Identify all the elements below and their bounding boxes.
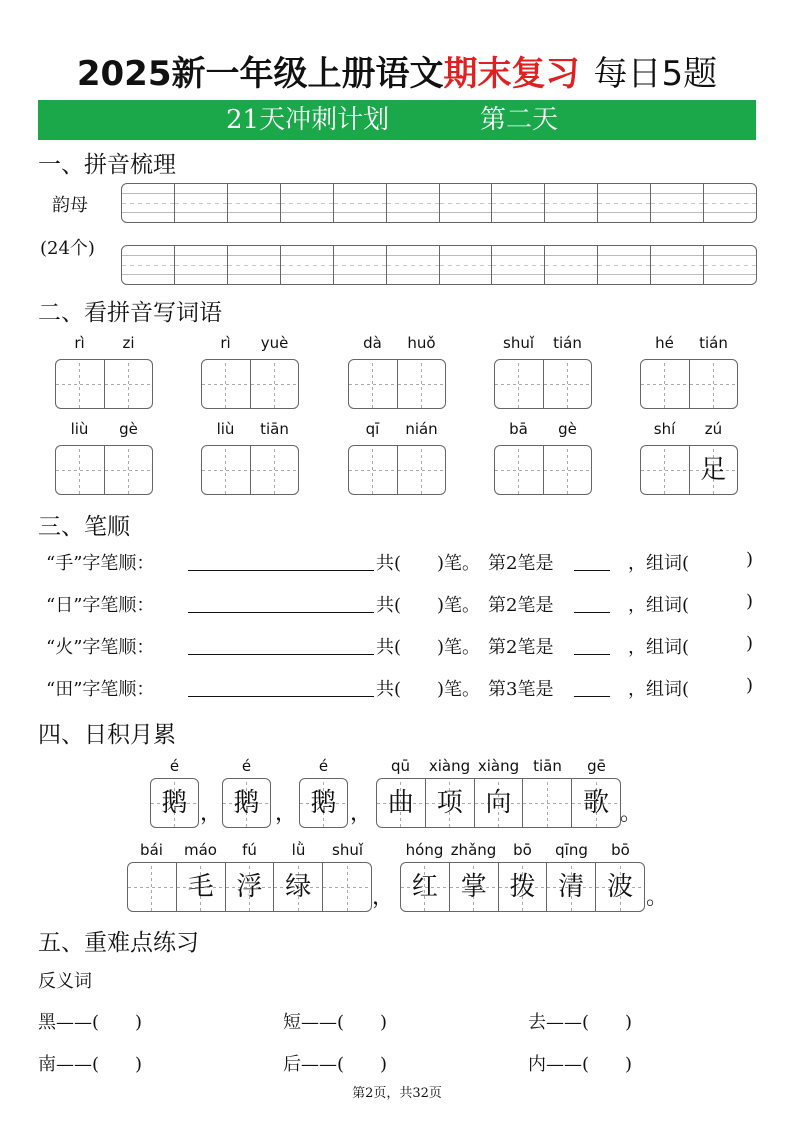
- pinyin-syllable: lǜ: [291, 841, 306, 859]
- pinyin-syllable: qīng: [555, 841, 588, 859]
- antonym-blank[interactable]: ——( ): [301, 1012, 388, 1033]
- poem-character: 毛: [187, 872, 214, 902]
- word-box: [348, 419, 446, 495]
- cell-character: [495, 446, 543, 494]
- pinyin-syllable: bái: [140, 841, 163, 859]
- vowel-label: 韵母: [52, 195, 88, 216]
- antonym-word: 黑: [38, 1012, 56, 1033]
- title-part-a: 2025新一年级上册语文: [76, 54, 444, 94]
- pinyin-syllable: xiàng: [428, 757, 471, 775]
- antonym-item[interactable]: [528, 1050, 632, 1076]
- stroke-char-label: “田”字笔顺：: [46, 679, 155, 700]
- tianzige-cell[interactable]: [495, 360, 544, 408]
- tianzige-cell[interactable]: [398, 446, 446, 494]
- pinyin-cell[interactable]: [175, 246, 228, 284]
- pinyin-cell[interactable]: [704, 184, 756, 222]
- poem-cell[interactable]: [450, 863, 499, 911]
- poem-character: 绿: [285, 872, 312, 902]
- tianzige-cell[interactable]: [56, 446, 105, 494]
- poem-character: 鹅: [310, 788, 337, 818]
- cell-character: [641, 360, 689, 408]
- poem-group: [299, 756, 348, 828]
- group-word-close: ): [746, 675, 754, 696]
- cell-character: [202, 360, 250, 408]
- word-box: [640, 333, 738, 409]
- poem-character: 曲: [387, 788, 414, 818]
- pinyin-syllable: dà: [363, 334, 382, 352]
- poem-period: 。: [620, 801, 643, 826]
- word-pinyin: [348, 419, 446, 439]
- poem-cell[interactable]: [426, 779, 475, 827]
- stroke-nth-label: 第3笔是: [488, 679, 554, 700]
- cell-character: [251, 360, 299, 408]
- stroke-total: 共( )笔。: [376, 595, 481, 616]
- poem-character: 鹅: [233, 788, 260, 818]
- stroke-char-label: “日”字笔顺：: [46, 595, 155, 616]
- pinyin-cell[interactable]: [598, 184, 651, 222]
- stroke-order-blank[interactable]: [188, 570, 374, 571]
- pinyin-syllable: bō: [611, 841, 630, 859]
- pinyin-syllable: bō: [513, 841, 532, 859]
- poem-character: [323, 863, 371, 911]
- poem-cell[interactable]: [596, 863, 644, 911]
- poem-cell[interactable]: [377, 779, 426, 827]
- poem-character: 鹅: [161, 788, 188, 818]
- tianzige-grid: [55, 359, 153, 409]
- cell-character: [202, 446, 250, 494]
- section-2-heading: 二、看拼音写词语: [38, 300, 222, 326]
- pinyin-syllable: qū: [390, 757, 411, 775]
- tianzige-cell[interactable]: [202, 446, 251, 494]
- pinyin-cell[interactable]: [334, 184, 387, 222]
- tianzige-grid: [640, 445, 738, 495]
- word-box: [348, 333, 446, 409]
- poem-character: 红: [411, 872, 438, 902]
- word-box: [55, 333, 153, 409]
- tianzige-cell[interactable]: [641, 360, 690, 408]
- tianzige-grid: [348, 359, 446, 409]
- pinyin-syllable: bā: [509, 420, 528, 438]
- pinyin-syllable: yuè: [260, 334, 289, 352]
- poem-character: 拨: [509, 872, 536, 902]
- poem-group: [150, 756, 199, 828]
- pinyin-cell[interactable]: [492, 184, 545, 222]
- antonym-blank[interactable]: ——( ): [56, 1054, 143, 1075]
- cell-character: [398, 446, 446, 494]
- tianzige-cell[interactable]: [251, 360, 299, 408]
- pinyin-syllable: huǒ: [407, 334, 436, 352]
- poem-cell[interactable]: [300, 779, 347, 827]
- stroke-order-blank[interactable]: [188, 612, 374, 613]
- pinyin-cell[interactable]: [545, 246, 598, 284]
- word-box: [201, 333, 299, 409]
- banner-day: 第二天: [480, 105, 559, 135]
- cell-character: [398, 360, 446, 408]
- antonym-item[interactable]: [283, 1008, 387, 1034]
- poem-character: 项: [436, 788, 463, 818]
- pinyin-cell[interactable]: [122, 184, 175, 222]
- pinyin-cell[interactable]: [281, 246, 334, 284]
- stroke-order-line: [46, 549, 756, 575]
- page-title: [0, 46, 794, 95]
- tianzige-grid: [201, 445, 299, 495]
- pinyin-syllable: máo: [184, 841, 217, 859]
- antonym-blank[interactable]: ——( ): [301, 1054, 388, 1075]
- poem-grid: [127, 862, 372, 912]
- pinyin-cell[interactable]: [334, 246, 387, 284]
- poem-comma: ，: [350, 801, 373, 826]
- section-3-heading: 三、笔顺: [38, 514, 130, 540]
- poem-group: [376, 756, 621, 828]
- pinyin-cell[interactable]: [440, 184, 493, 222]
- tianzige-cell[interactable]: [105, 446, 153, 494]
- poem-cell[interactable]: [274, 863, 323, 911]
- stroke-order-blank[interactable]: [188, 696, 374, 697]
- poem-character: 波: [607, 872, 634, 902]
- poem-pinyin: [376, 756, 621, 776]
- word-pinyin: [494, 419, 592, 439]
- cell-character: [105, 360, 153, 408]
- tianzige-grid: [348, 445, 446, 495]
- poem-group: [222, 756, 271, 828]
- pinyin-syllable: é: [169, 757, 180, 775]
- stroke-order-line: [46, 675, 756, 701]
- pinyin-syllable: tiān: [533, 757, 562, 775]
- poem-character: 掌: [460, 872, 487, 902]
- word-box: [640, 419, 738, 495]
- pinyin-syllable: rì: [74, 334, 85, 352]
- cell-character: [56, 446, 104, 494]
- poem-grid: [150, 778, 199, 828]
- pinyin-cell[interactable]: [704, 246, 756, 284]
- poem-group: [400, 840, 645, 912]
- antonym-item[interactable]: [528, 1008, 632, 1034]
- poem-character: 清: [558, 872, 585, 902]
- poem-character: [523, 779, 571, 827]
- poem-cell[interactable]: [523, 779, 572, 827]
- pinyin-syllable: shuǐ: [503, 334, 534, 352]
- pinyin-syllable: gè: [119, 420, 138, 438]
- tianzige-cell[interactable]: [544, 446, 592, 494]
- pinyin-syllable: zú: [704, 420, 723, 438]
- word-box: [55, 419, 153, 495]
- tianzige-cell[interactable]: [544, 360, 592, 408]
- poem-grid: [299, 778, 348, 828]
- group-word-close: ): [746, 549, 754, 570]
- pinyin-cell[interactable]: [387, 246, 440, 284]
- cell-character: [251, 446, 299, 494]
- cell-character: [56, 360, 104, 408]
- group-word-close: ): [746, 633, 754, 654]
- tianzige-cell[interactable]: [251, 446, 299, 494]
- group-word-label: ，组词(: [628, 679, 690, 700]
- pinyin-syllable: shuǐ: [332, 841, 363, 859]
- tianzige-grid: [55, 445, 153, 495]
- pinyin-syllable: hóng: [405, 841, 444, 859]
- pinyin-syllable: gè: [558, 420, 577, 438]
- nth-stroke-blank[interactable]: [574, 654, 610, 655]
- poem-character: 歌: [583, 788, 610, 818]
- stroke-order-blank[interactable]: [188, 654, 374, 655]
- pinyin-syllable: tiān: [260, 420, 289, 438]
- group-word-label: ，组词(: [628, 637, 690, 658]
- antonym-word: 南: [38, 1054, 56, 1075]
- stroke-char-label: “手”字笔顺：: [46, 553, 155, 574]
- tianzige-grid: [201, 359, 299, 409]
- cell-character: [495, 360, 543, 408]
- antonym-blank[interactable]: ——( ): [546, 1012, 633, 1033]
- poem-cell[interactable]: [572, 779, 620, 827]
- stroke-nth-label: 第2笔是: [488, 553, 554, 574]
- pinyin-syllable: é: [318, 757, 329, 775]
- tianzige-cell[interactable]: [56, 360, 105, 408]
- poem-cell[interactable]: [323, 863, 371, 911]
- pinyin-syllable: fú: [242, 841, 257, 859]
- pinyin-syllable: é: [241, 757, 252, 775]
- word-box: [201, 419, 299, 495]
- pinyin-syllable: zi: [122, 334, 135, 352]
- word-box: [494, 419, 592, 495]
- pinyin-row-1[interactable]: [121, 183, 757, 223]
- title-part-c: 每日5题: [593, 54, 718, 94]
- pinyin-syllable: liù: [216, 420, 235, 438]
- antonym-item[interactable]: [38, 1050, 142, 1076]
- poem-pinyin: [127, 840, 372, 860]
- antonym-word: 后: [283, 1054, 301, 1075]
- poem-cell[interactable]: [226, 863, 275, 911]
- poem-pinyin: [222, 756, 271, 776]
- poem-group: [127, 840, 372, 912]
- antonym-word: 内: [528, 1054, 546, 1075]
- tianzige-grid: [640, 359, 738, 409]
- section-4-heading: 四、日积月累: [38, 722, 176, 748]
- poem-cell[interactable]: [547, 863, 596, 911]
- pinyin-cell[interactable]: [598, 246, 651, 284]
- pinyin-syllable: rì: [220, 334, 231, 352]
- poem-comma: ，: [275, 801, 298, 826]
- tianzige-cell[interactable]: [495, 446, 544, 494]
- pinyin-cell[interactable]: [651, 246, 704, 284]
- nth-stroke-blank[interactable]: [574, 612, 610, 613]
- section-1-heading: 一、拼音梳理: [38, 152, 176, 178]
- cell-character: [690, 360, 738, 408]
- poem-cell[interactable]: [128, 863, 177, 911]
- pinyin-cell[interactable]: [440, 246, 493, 284]
- pinyin-cell[interactable]: [228, 184, 281, 222]
- word-pinyin: [55, 419, 153, 439]
- tianzige-grid: [494, 445, 592, 495]
- vowel-count-label: (24个): [40, 238, 95, 259]
- cell-character: [544, 446, 592, 494]
- nth-stroke-blank[interactable]: [574, 570, 610, 571]
- poem-character: 向: [485, 788, 512, 818]
- poem-character: [128, 863, 176, 911]
- poem-comma: ，: [200, 801, 223, 826]
- tianzige-grid: [494, 359, 592, 409]
- antonym-item[interactable]: [283, 1050, 387, 1076]
- word-pinyin: [640, 419, 738, 439]
- cell-character: [349, 360, 397, 408]
- stroke-nth-label: 第2笔是: [488, 637, 554, 658]
- pinyin-cell[interactable]: [228, 246, 281, 284]
- tianzige-cell[interactable]: [641, 446, 690, 494]
- poem-cell[interactable]: [401, 863, 450, 911]
- poem-cell[interactable]: [223, 779, 270, 827]
- pinyin-syllable: zhǎng: [450, 841, 497, 859]
- group-word-label: ，组词(: [628, 595, 690, 616]
- nth-stroke-blank[interactable]: [574, 696, 610, 697]
- pinyin-cell[interactable]: [175, 184, 228, 222]
- group-word-close: ): [746, 591, 754, 612]
- word-pinyin: [55, 333, 153, 353]
- stroke-total: 共( )笔。: [376, 637, 481, 658]
- word-pinyin: [640, 333, 738, 353]
- poem-period: 。: [646, 885, 669, 910]
- tianzige-cell[interactable]: [398, 360, 446, 408]
- poem-pinyin: [299, 756, 348, 776]
- pinyin-cell[interactable]: [492, 246, 545, 284]
- pinyin-cell[interactable]: [281, 184, 334, 222]
- pinyin-cell[interactable]: [122, 246, 175, 284]
- tianzige-cell[interactable]: [349, 360, 398, 408]
- cell-character: [349, 446, 397, 494]
- poem-pinyin: [400, 840, 645, 860]
- stroke-total: 共( )笔。: [376, 679, 481, 700]
- word-box: [494, 333, 592, 409]
- tianzige-cell[interactable]: [690, 360, 738, 408]
- stroke-order-line: [46, 633, 756, 659]
- poem-cell[interactable]: [475, 779, 524, 827]
- poem-grid: [376, 778, 621, 828]
- poem-comma: ，: [372, 885, 395, 910]
- poem-cell[interactable]: [177, 863, 226, 911]
- page-footer: 第2页，共32页: [352, 1086, 442, 1101]
- word-pinyin: [201, 419, 299, 439]
- tianzige-cell[interactable]: [690, 446, 738, 494]
- antonym-subheading: 反义词: [38, 971, 92, 992]
- group-word-label: ，组词(: [628, 553, 690, 574]
- banner-plan: 21天冲刺计划: [226, 105, 390, 135]
- pinyin-cell[interactable]: [387, 184, 440, 222]
- pinyin-cell[interactable]: [545, 184, 598, 222]
- pinyin-syllable: xiàng: [477, 757, 520, 775]
- antonym-word: 去: [528, 1012, 546, 1033]
- stroke-order-line: [46, 591, 756, 617]
- pinyin-cell[interactable]: [651, 184, 704, 222]
- cell-character: [105, 446, 153, 494]
- antonym-item[interactable]: [38, 1008, 142, 1034]
- cell-character: [544, 360, 592, 408]
- poem-grid: [400, 862, 645, 912]
- pinyin-syllable: qī: [365, 420, 380, 438]
- poem-cell[interactable]: [499, 863, 548, 911]
- stroke-total: 共( )笔。: [376, 553, 481, 574]
- pinyin-syllable: nián: [405, 420, 438, 438]
- poem-pinyin: [150, 756, 199, 776]
- section-5-heading: 五、重难点练习: [38, 930, 199, 956]
- cell-character: [641, 446, 689, 494]
- tianzige-cell[interactable]: [105, 360, 153, 408]
- plan-banner: [38, 100, 756, 140]
- pinyin-syllable: gē: [587, 757, 606, 775]
- word-pinyin: [494, 333, 592, 353]
- pinyin-syllable: tián: [699, 334, 728, 352]
- pinyin-syllable: shí: [653, 420, 676, 438]
- title-part-highlight: 期末复习: [443, 54, 580, 94]
- stroke-char-label: “火”字笔顺：: [46, 637, 155, 658]
- stroke-nth-label: 第2笔是: [488, 595, 554, 616]
- pinyin-syllable: liù: [70, 420, 89, 438]
- antonym-word: 短: [283, 1012, 301, 1033]
- tianzige-cell[interactable]: [349, 446, 398, 494]
- poem-character: 浮: [236, 872, 263, 902]
- antonym-blank[interactable]: ——( ): [56, 1012, 143, 1033]
- pinyin-syllable: hé: [655, 334, 674, 352]
- word-pinyin: [201, 333, 299, 353]
- pinyin-row-2[interactable]: [121, 245, 757, 285]
- word-pinyin: [348, 333, 446, 353]
- poem-grid: [222, 778, 271, 828]
- tianzige-cell[interactable]: [202, 360, 251, 408]
- cell-character: 足: [700, 455, 727, 485]
- antonym-blank[interactable]: ——( ): [546, 1054, 633, 1075]
- pinyin-syllable: tián: [553, 334, 582, 352]
- poem-cell[interactable]: [151, 779, 198, 827]
